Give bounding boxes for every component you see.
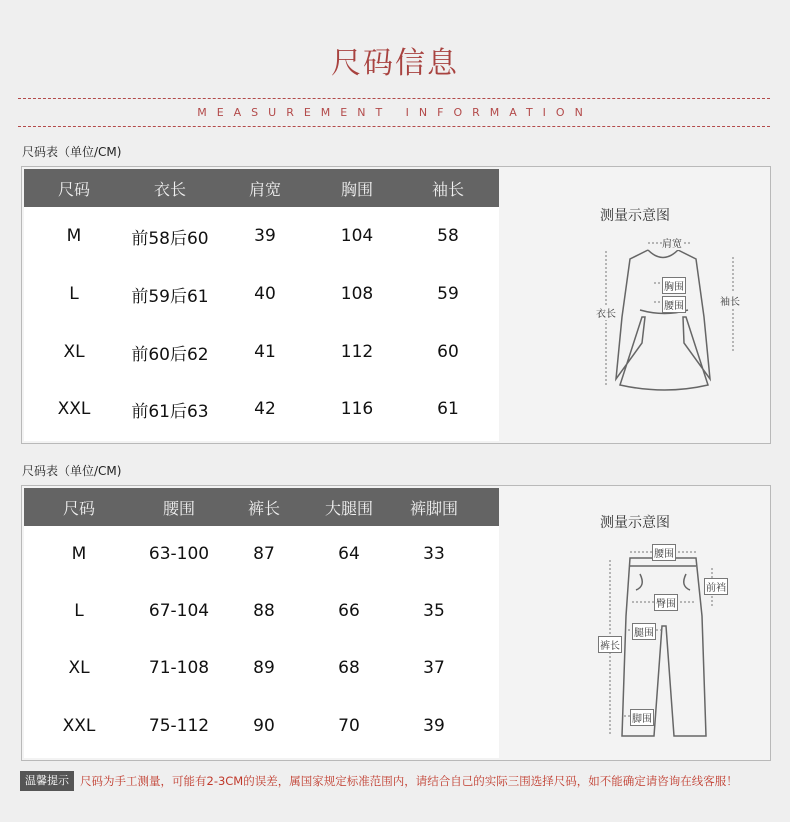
tip-text: 尺码为手工测量，可能有2-3CM的误差，属国家规定标准范围内，请结合自己的实际三围选择尺码，如不能确定请咨询在线客服！ — [80, 774, 738, 788]
table-cell: 112 — [340, 342, 374, 362]
hem-label: 脚围 — [630, 709, 654, 726]
sleeve-label: 袖长 — [720, 293, 740, 308]
table-cell: 39 — [254, 226, 276, 246]
table-row — [24, 323, 499, 381]
table-cell: 37 — [423, 658, 445, 678]
table-cell: 59 — [437, 284, 459, 304]
length-label: 衣长 — [596, 305, 616, 320]
table-cell: M — [66, 226, 82, 246]
length-label: 裤长 — [598, 636, 622, 653]
table-cell: 75-112 — [148, 716, 210, 736]
rise-label: 前裆 — [704, 578, 728, 595]
col-header: 裤长 — [247, 498, 280, 518]
bottom-table-caption: 尺码表（单位/CM) — [22, 464, 122, 478]
thigh-label: 腿围 — [632, 623, 656, 640]
waist-label: 腰围 — [662, 296, 686, 313]
table-cell: 35 — [423, 601, 445, 621]
top-size-panel — [21, 166, 771, 444]
table-cell: 41 — [254, 342, 276, 362]
bottom-table-header — [24, 488, 499, 526]
table-cell: 68 — [338, 658, 360, 678]
diagram-title: 测量示意图 — [600, 515, 670, 531]
dress-measurement-diagram — [500, 167, 770, 443]
table-cell: 39 — [423, 716, 445, 736]
table-row — [24, 207, 499, 265]
col-header: 裤脚围 — [409, 498, 458, 518]
col-header: 大腿围 — [324, 498, 373, 518]
table-row — [24, 526, 499, 582]
table-cell: 33 — [423, 544, 445, 564]
table-row — [24, 265, 499, 323]
col-header: 腰围 — [162, 498, 195, 518]
table-cell: 58 — [437, 226, 459, 246]
table-cell: XL — [68, 658, 90, 678]
table-row — [24, 582, 499, 640]
table-cell: 前61后63 — [131, 401, 209, 422]
page-title: 尺码信息 — [331, 46, 459, 81]
table-cell: 64 — [338, 544, 360, 564]
table-cell: 116 — [340, 399, 374, 419]
footer-tip — [20, 771, 738, 791]
table-cell: 42 — [254, 399, 276, 419]
top-table-caption: 尺码表（单位/CM) — [22, 145, 122, 159]
table-cell: 前60后62 — [131, 344, 209, 365]
col-header: 胸围 — [340, 179, 373, 199]
table-row — [24, 696, 499, 756]
col-header: 肩宽 — [248, 179, 281, 199]
table-cell: 104 — [340, 226, 374, 246]
table-cell: L — [74, 601, 84, 621]
table-cell: 66 — [338, 601, 360, 621]
table-cell: XL — [63, 342, 85, 362]
tip-badge: 温馨提示 — [20, 771, 74, 791]
bottom-divider — [18, 126, 770, 127]
table-cell: 87 — [253, 544, 275, 564]
table-cell: 89 — [253, 658, 275, 678]
bottom-size-table — [24, 488, 499, 758]
table-cell: 前58后60 — [131, 228, 209, 249]
col-header: 尺码 — [57, 179, 90, 199]
table-cell: 61 — [437, 399, 459, 419]
table-cell: 前59后61 — [131, 286, 209, 307]
table-cell: 88 — [253, 601, 275, 621]
table-cell: 90 — [253, 716, 275, 736]
table-cell: 60 — [437, 342, 459, 362]
table-cell: M — [71, 544, 87, 564]
pants-measurement-diagram — [500, 486, 770, 760]
table-cell: 63-100 — [148, 544, 210, 564]
top-divider — [18, 98, 770, 99]
top-size-table — [24, 169, 499, 441]
hip-label: 臀围 — [654, 594, 678, 611]
table-cell: XXL — [57, 399, 91, 419]
table-cell: L — [69, 284, 79, 304]
diagram-title: 测量示意图 — [600, 208, 670, 224]
top-table-header — [24, 169, 499, 207]
table-row — [24, 640, 499, 696]
chest-label: 胸围 — [662, 277, 686, 294]
col-header: 袖长 — [431, 179, 464, 199]
table-cell: 40 — [254, 284, 276, 304]
table-cell: 70 — [338, 716, 360, 736]
table-row — [24, 381, 499, 437]
table-cell: XXL — [62, 716, 96, 736]
page-subtitle: MEASUREMENT INFORMATION — [197, 106, 593, 119]
col-header: 尺码 — [62, 498, 95, 518]
waist-label: 腰围 — [652, 544, 676, 561]
table-cell: 108 — [340, 284, 374, 304]
col-header: 衣长 — [153, 179, 186, 199]
bottom-size-panel — [21, 485, 771, 761]
shoulder-label: 肩宽 — [662, 235, 682, 250]
table-cell: 67-104 — [148, 601, 210, 621]
table-cell: 71-108 — [148, 658, 210, 678]
